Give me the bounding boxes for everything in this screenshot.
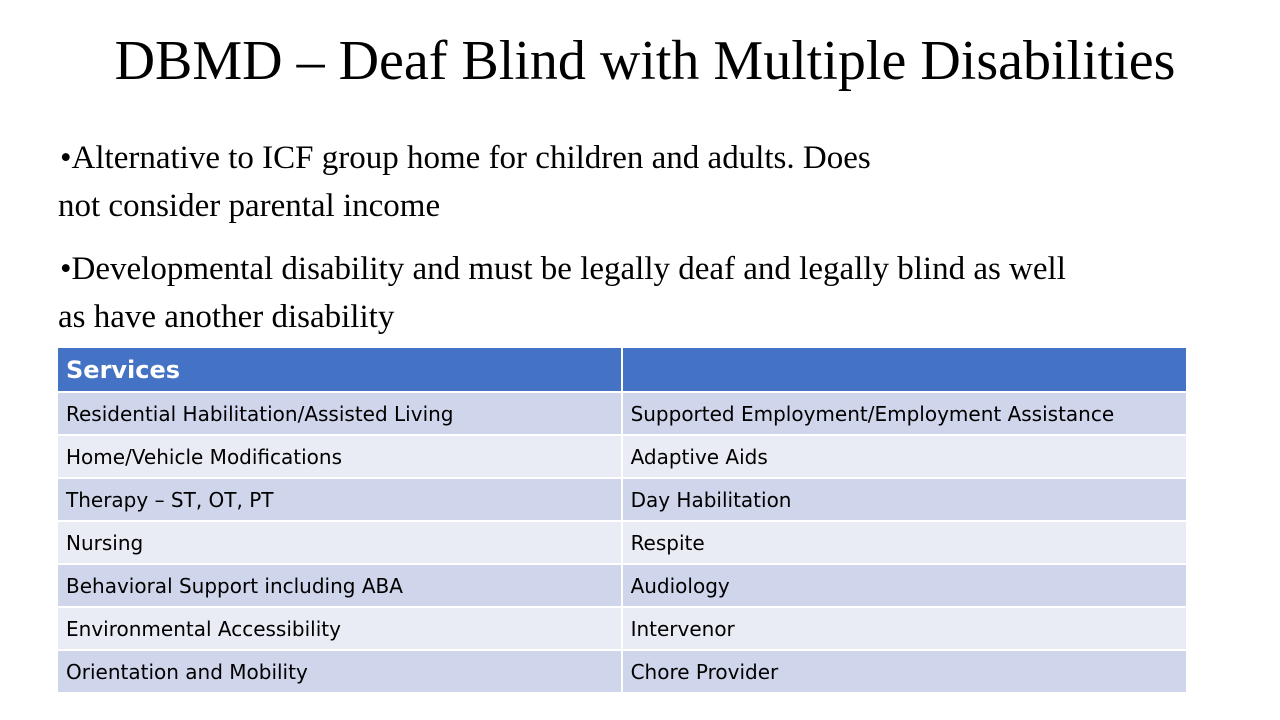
table-cell: Adaptive Aids <box>622 435 1187 478</box>
table-cell: Supported Employment/Employment Assistance <box>622 392 1187 435</box>
table-header-row <box>57 347 1187 392</box>
table-row <box>57 478 1187 521</box>
bullet-item <box>58 134 1218 230</box>
table-row <box>57 521 1187 564</box>
table-cell: Nursing <box>57 521 622 564</box>
slide-title: DBMD – Deaf Blind with Multiple Disabilities <box>114 30 1176 92</box>
bullet-item <box>58 245 1218 341</box>
table-cell: Residential Habilitation/Assisted Living <box>57 392 622 435</box>
table-cell: Behavioral Support including ABA <box>57 564 622 607</box>
table-cell: Respite <box>622 521 1187 564</box>
table-row <box>57 435 1187 478</box>
bullet-text-line: •Developmental disability and must be legally deaf and legally blind as well <box>60 251 1066 287</box>
table-cell: Home/Vehicle Modifications <box>57 435 622 478</box>
services-table <box>56 346 1188 694</box>
bullet-text-line: not consider parental income <box>58 188 441 224</box>
table-cell: Intervenor <box>622 607 1187 650</box>
bullet-text-line: as have another disability <box>58 299 395 335</box>
table-cell: Day Habilitation <box>622 478 1187 521</box>
table-header-cell: Services <box>57 347 622 392</box>
table-cell: Chore Provider <box>622 650 1187 693</box>
table-row <box>57 564 1187 607</box>
bullet-text-line: •Alternative to ICF group home for children and adults. Does <box>60 140 871 176</box>
table-header-cell <box>622 347 1187 392</box>
table-cell: Therapy – ST, OT, PT <box>57 478 622 521</box>
table-row <box>57 607 1187 650</box>
table-cell: Audiology <box>622 564 1187 607</box>
table-row <box>57 392 1187 435</box>
bullet-list <box>58 134 1218 356</box>
table-row <box>57 650 1187 693</box>
table-cell: Environmental Accessibility <box>57 607 622 650</box>
table-cell: Orientation and Mobility <box>57 650 622 693</box>
